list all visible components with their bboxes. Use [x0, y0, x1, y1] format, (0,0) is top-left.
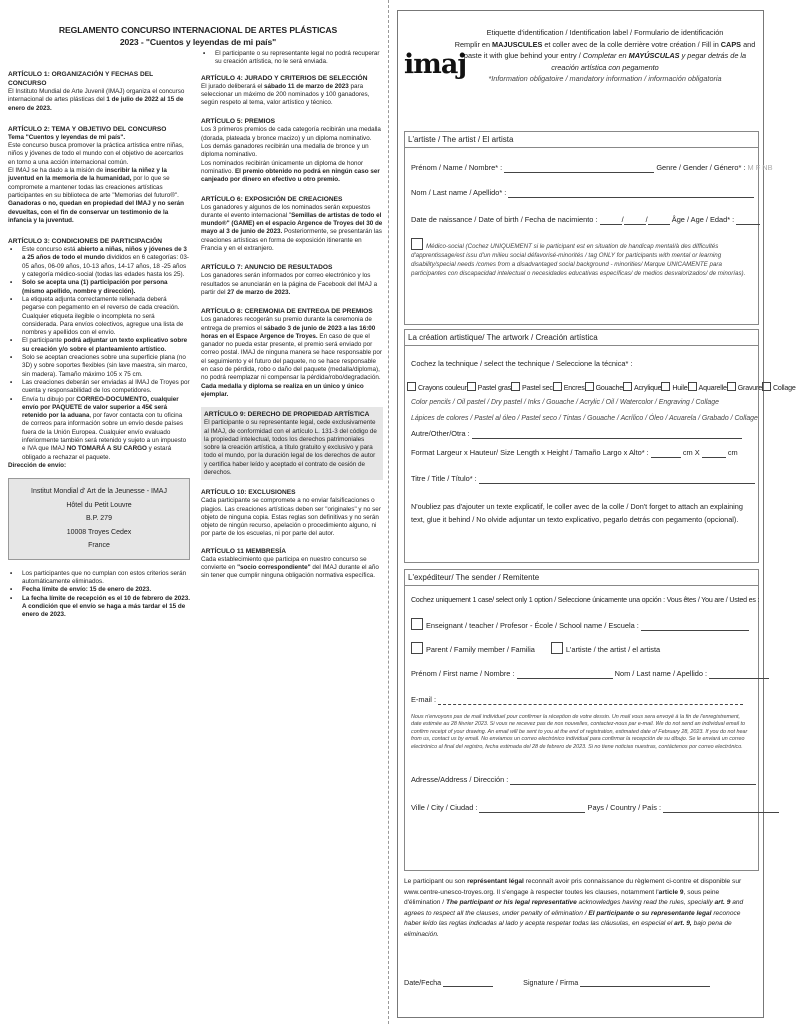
article-10	[201, 488, 383, 538]
technique-checkbox[interactable]	[661, 382, 670, 391]
article-3-heading: ARTÍCULO 3: CONDICIONES DE PARTICIPACIÓN	[8, 238, 162, 246]
identification-label	[397, 10, 796, 1018]
artwork-heading: La création artistique/ The artwork / Creación artística	[405, 330, 758, 346]
article-2-text2c: por lo que se compromete a mantener todas las creaciones artísticas participantes en su biblioteca de arte "Memorias del futuro®".	[8, 175, 179, 199]
address-line: Institut Mondial d' Art de la Jeunesse - IMAJ	[31, 488, 167, 496]
sender-first-name-field[interactable]	[517, 669, 613, 679]
technique-checkbox[interactable]	[553, 382, 562, 391]
artwork-box	[404, 329, 796, 563]
artist-last-name-row: Nom / Last name / Apellido* :	[411, 187, 751, 198]
bullet-elimination: • Los participantes que no cumplan con estos criterios serán automáticamente eliminados.	[8, 570, 190, 587]
age-field[interactable]	[736, 215, 760, 225]
technique-options: Crayons couleur Pastel gras Pastel sec Encres Gouache Acrylique Huile Aquarelle Gravure Collage	[407, 382, 747, 394]
artist-first-name-row: Prénom / Name / Nombre* : Genre / Gender / Género* : M F NB	[411, 163, 773, 172]
teacher-option: Enseignant / teacher / Profesor - École / School name / Escuela :	[411, 618, 751, 631]
bullet-age: • Este concurso está abierto a niñas, niños y jóvenes de 3 a 25 años de todo el mundo divididos en 6 categorías: 03-05 años, 06-09 años, 10-13 años, 14-17 años, 18 -25 años y categoría médico-social (todas las edades hasta los 25).	[8, 246, 190, 279]
article-3	[8, 237, 190, 619]
technique-checkbox[interactable]	[467, 382, 476, 391]
bullet-label: • La etiqueta adjunta correctamente rellenada deberá pegarse con pegamento en el reverso de cada creación. Cualquier etiqueta ilegible o incompleta no será considerada. Para envíos colectivos, agregue una lista de nombres y apellidos con el envío.	[8, 296, 190, 337]
other-technique-row: Autre/Other/Otra :	[411, 428, 751, 439]
technique-label: Cochez la technique / select the technique / Seleccione la técnica* :	[411, 359, 633, 368]
address-line: 10008 Troyes Cedex	[66, 528, 132, 536]
bullet-deadline: • Fecha límite de envío: 15 de enero de 2023.	[8, 586, 190, 594]
bullet-format: • Solo se aceptan creaciones sobre una superficie plana (no 3D) y sobre soportes flexibles (sin lave maestra, sin marco, sin madera). Tamaño máximo 105 x 75 cm.	[8, 354, 190, 379]
article-1-heading: ARTÍCULO 1: ORGANIZACIÓN Y FECHAS DEL CONCURSO	[8, 71, 154, 87]
artist-first-name-field[interactable]	[504, 163, 654, 173]
medical-social-option: Médico-social (Cochez UNIQUEMENT si le participant est en situation de handicap mental/à des difficultés d'apprentissage/est issu d'un milieu social défavorisé-minorités / tag ONLY for participants with mental or learning disability/special needs /comes from a disadvantaged social background - minorities/ Marque UNICAMENTE para participantes con discapacidad intelectual o necesidades educativas específicas/ de medios desvalorizados/ de minorías).	[411, 238, 749, 278]
article-4: ARTÍCULO 4: JURADO Y CRITERIOS DE SELECCIÓN El jurado deliberará el sábado 11 de marzo de 2023 para seleccionar un máximo de 200 nominados y 100 ganadores, según respeto al tema, valor artístico y técnico.	[201, 74, 383, 108]
sender-select-label: Cochez uniquement 1 case/ select only 1 option / Seleccione únicamente una opción : Vous êtes / You are / Usted es :	[411, 596, 760, 604]
label-header-mandatory: *Information obligatoire / mandatory information / información obligatoria	[488, 74, 722, 83]
technique-english: Color pencils / Oil pastel / Dry pastel / Inks / Gouache / Acrylic / Oil / Watercolor / Engraving / Collage	[411, 399, 719, 406]
fold-line	[388, 0, 389, 1024]
city-field[interactable]	[479, 803, 585, 813]
shipping-address	[8, 478, 190, 560]
article-2-text1: Este concurso busca promover la práctica artística entre niñas, niños y jóvenes de todo el mundo con el objetivo de acercarlos en torno a una acción internacional común.	[8, 142, 184, 166]
technique-spanish: Lápices de colores / Pastel al óleo / Pastel seco / Tintas / Gouache / Acrílico / Óleo / Acuarela / Grabado / Collage	[411, 415, 758, 422]
technique-checkbox[interactable]	[511, 382, 520, 391]
title-row: Titre / Title / Título* :	[411, 473, 751, 484]
article-2-theme: Tema "Cuentos y leyendas de mi país".	[8, 133, 126, 141]
address-line: B.P. 279	[86, 515, 112, 523]
article-9-heading: ARTÍCULO 9: DERECHO DE PROPIEDAD ARTÍSTICA	[204, 411, 370, 419]
email-note: Nous n'envoyons pas de mail individuel pour confirmer la réception de votre dessin. Un mail vous sera envoyé à la fin de l'enregistrement, date estimée au 28 février 2023. Si vous ne recevez pas de nos nouvelles, contactez-nous par e-mail. We do not send an individual email to confirm receipt of your drawing. An email will be sent to you at the end of registration, estimated date of February 28, 2023. If you do not hear from us, contact us by email. No enviamos un correo electrónico individual para confirmar la recepción de su dibujo. Se le enviará un correo electrónico al final del registro, fecha estimada del 28 de febrero de 2023. Si no tiene noticias nuestras, contáctenos por correo electrónico.	[411, 714, 748, 750]
dob-month-field[interactable]	[624, 215, 646, 225]
consent-text: Le participant ou son représentant légal reconnaît avoir pris connaissance du règlement ci-contre et disponible sur www.centre-unesco-troyes.org. Il s'engage à respecter toutes les clauses, notamment l'article 9, sous peine d'élimination / The participant or his legal representative acknowledges having read the rules, specially art. 9 and agrees to respect all the clauses, under penalty of elimination / El participante o su representante legal reconoce haber leído las reglas indicadas al lado y acepta respetar todas las cláusulas, en especial el art. 9, bajo pena de eliminación.	[404, 878, 744, 938]
rules-column-2	[201, 50, 383, 588]
technique-checkbox[interactable]	[623, 382, 632, 391]
article-2-heading: ARTÍCULO 2: TEMA Y OBJETIVO DEL CONCURSO	[8, 125, 167, 133]
article-6-heading: ARTÍCULO 6: EXPOSICIÓN DE CREACIONES	[201, 195, 343, 203]
bullet-no-return: • El participante o su representante legal no podrá recuperar su creación artística, no le será enviada.	[201, 50, 383, 67]
artist-heading: L'artiste / The artist / El artista	[405, 132, 758, 148]
rules-title-line1: REGLAMENTO CONCURSO INTERNACIONAL DE ARTES PLÁSTICAS	[58, 25, 338, 35]
height-field[interactable]	[702, 448, 726, 458]
artist-last-name-field[interactable]	[508, 188, 754, 198]
article-6: ARTÍCULO 6: EXPOSICIÓN DE CREACIONES Los ganadores y algunos de los nominados serán expuestos durante el evento internacional "Semillas de artistas de todo el mundo®" (GAME) en el espacio Argence de Troyes del 30 de mayo al 3 de junio de 2023. Posteriormente, se presentarán las creaciones artísticas en forma de exposición itinerante en Francia y en el extranjero.	[201, 195, 383, 253]
article-8: ARTÍCULO 8: CEREMONIA DE ENTREGA DE PREMIOS Los ganadores recogerán su premio durante la ceremonia de entrega de premios el sábado 3 de junio de 2023 a las 16:00 horas en el Espace Argence de Troyes. En caso de que el ganador no pueda estar presente, el premio será enviado por correo postal. IMAJ de ninguna manera se hace responsable por el seguimiento y el futuro del paquete, no se hace responsable en caso de pérdida, robo o daño del paquete (medalla/diploma), no podrá reemplazar ni compensar la pérdida/robo/degradación. Cada medalla y diploma se realiza en un único y único ejemplar.	[201, 308, 382, 398]
article-1-dates: 1 de julio de 2022 al 15 de enero de 2023.	[8, 96, 184, 112]
school-name-field[interactable]	[641, 621, 749, 631]
artist-box	[404, 131, 773, 325]
label-header-instructions: Remplir en MAJUSCULES et coller avec de la colle derrière votre création / Fill in CAPS and paste it with glue behind your entry / Completar en MAYÚSCULAS y pegar detrás de la creación artística con pegamento	[454, 39, 756, 72]
address-row: Adresse/Address / Dirección :	[411, 774, 751, 785]
rules-title-line2: 2023 - "Cuentos y leyendas de mi país"	[119, 37, 277, 47]
article-5-heading: ARTÍCULO 5: PREMIOS	[201, 118, 275, 126]
article-2	[8, 125, 190, 225]
article-11: ARTÍCULO 11 MEMBRESÍA Cada establecimiento que participa en nuestro concurso se convierte en "socio correspondiente" del IMAJ durante el año sin tener que cumplir ninguna obligación normativa específica.	[201, 547, 383, 581]
signature-field[interactable]	[580, 977, 710, 987]
article-7-heading: ARTÍCULO 7: ANUNCIO DE RESULTADOS	[201, 264, 333, 272]
technique-checkbox[interactable]	[585, 382, 594, 391]
artist-dob-row: Date de naissance / Date of birth / Fecha de nacimiento : / / Âge / Age / Edad* :	[411, 214, 751, 225]
article-5: ARTÍCULO 5: PREMIOS Los 3 primeros premios de cada categoría recibirán una medalla (dorada, plateada y bronce macizo) y un diploma nominativo. Los demás ganadores recibirán una medalla de bronce y un diploma nominativo. Los nominados recibirán únicamente un diploma de honor nominativo. El premio obtenido no podrá en ningún caso ser canjeado por dinero en efectivo u otro premio.	[201, 117, 383, 184]
imaj-logo: imaj	[404, 49, 467, 80]
article-2-text2b: inscribir la niñez y la juventud en la memoria de la humanidad,	[8, 167, 167, 183]
bullet-shipping-responsibility: • Las creaciones deberán ser enviadas al IMAJ de Troyes por cuenta y responsabilidad de los competidores.	[8, 379, 190, 396]
parent-checkbox[interactable]	[411, 642, 423, 654]
article-9-text: El participante o su representante legal, cede exclusivamente al IMAJ, de conformidad con el artículo L. 131-3 del código de la propiedad intelectual, todos los derechos patrimoniales sobre la creación artística, a título gratuito y exclusivo y para todo el mundo, por la duración legal de los derechos de autor y certifica haber leído y aceptado el contrato de cesión de derechos.	[204, 419, 377, 476]
article-10-heading: ARTÍCULO 10: EXCLUSIONES	[201, 489, 296, 497]
address-label: Dirección de envío:	[8, 461, 67, 469]
sender-heading: L'expéditeur/ The sender / Remitente	[405, 570, 758, 586]
sender-name-row: Prénom / First name / Nombre : Nom / Last name / Apellido :	[411, 668, 751, 679]
medical-social-checkbox[interactable]	[411, 238, 423, 250]
address-line: France	[88, 542, 110, 550]
artist-self-checkbox[interactable]	[551, 642, 563, 654]
technique-checkbox[interactable]	[762, 382, 771, 391]
article-10-text: Cada participante se compromete a no enviar falsificaciones o plagios. Las creaciones artísticas deben ser "originales" y no ser objeto de ninguna copia. Estas reglas son definitivas y no serán objeto de ningún recurso, apelación o procedimiento alguno, ni por parte de los escuelas, ni por parte del autor.	[201, 497, 381, 538]
label-header-title: Etiquette d'identification / Identification label / Formulario de identificación	[486, 28, 724, 37]
rules-column-1	[8, 70, 190, 626]
technique-checkbox[interactable]	[688, 382, 697, 391]
address-field[interactable]	[510, 775, 756, 785]
bullet-reception: • La fecha límite de recepción es el 10 de febrero de 2023. A condición que el envío se haga a más tardar el 15 de enero de 2023.	[8, 595, 190, 620]
width-field[interactable]	[651, 448, 681, 458]
country-field[interactable]	[663, 803, 779, 813]
dob-year-field[interactable]	[648, 215, 670, 225]
label-header	[452, 27, 758, 85]
teacher-checkbox[interactable]	[411, 618, 423, 630]
email-row: E-mail :	[411, 694, 751, 705]
article-2-text2a: El IMAJ se ha dado a la misión de	[8, 167, 105, 175]
technique-checkbox[interactable]	[407, 382, 416, 391]
other-technique-field[interactable]	[472, 429, 742, 439]
article-1	[8, 70, 190, 113]
article-9	[201, 407, 383, 480]
article-5-text1: Los 3 primeros premios de cada categoría recibirán una medalla (dorada, plateada y bronce macizo) y un diploma nominativo. Los demás ganadores recibirán una medalla de bronce y un diploma nominativo.	[201, 126, 381, 159]
date-signature-row: Date/Fecha Signature / Firma	[404, 977, 744, 987]
bullet-explanation: • El participante podrá adjuntar un texto explicativo sobre su creación y/o sobre el planteamiento artístico.	[8, 337, 190, 354]
explanation-note: N'oubliez pas d'ajouter un texte explicatif, le coller avec de la colle / Don't forget to attach an explaining text, glue it behind / No olvide adjuntar un texto explicativo, pegarlo detrás con pegamento (opcional).	[411, 502, 743, 524]
article-11-heading: ARTÍCULO 11 MEMBRESÍA	[201, 547, 286, 555]
city-country-row: Ville / City / Ciudad : Pays / Country / País :	[411, 802, 751, 813]
article-2-text2d: Ganadoras o no, quedan en propiedad del IMAJ y no serán devueltas, con el fin de conservar un testimonio de la infancia y la juventud.	[8, 200, 184, 224]
article-1-text: El Instituto Mundial de Arte Juvenil (IMAJ) organiza el concurso internacional de artes plásticas del	[8, 88, 185, 104]
parent-option: Parent / Family member / Familia L'artiste / the artist / el artista	[411, 642, 751, 655]
format-row: Format Largeur x Hauteur/ Size Length x Height / Tamaño Largo x Alto* : cm X cm	[411, 448, 738, 457]
date-field[interactable]	[443, 977, 493, 987]
article-4-heading: ARTÍCULO 4: JURADO Y CRITERIOS DE SELECCIÓN	[201, 74, 368, 82]
artwork-title-field[interactable]	[479, 474, 755, 484]
dob-day-field[interactable]	[600, 215, 622, 225]
rules-section	[8, 24, 388, 1014]
bullet-postal: • Envía tu dibujo por CORREO-DOCUMENTO, cualquier envío por PAQUETE de valor superior a 45€ será retenido por la aduana, por favor contacta con tu oficina de correos para información sobre un envío desde países fuera de la Unión Europea. Cualquier envío evaluado inferiormente también será retenido y sujeto a un impuesto e IVA que IMAJ NO TOMARÁ A SU CARGO y estará obligado a rechazar el paquete.	[8, 396, 190, 462]
address-line: Hôtel du Petit Louvre	[66, 501, 132, 509]
email-field[interactable]	[438, 695, 743, 705]
rules-title	[8, 24, 388, 48]
technique-checkbox[interactable]	[727, 382, 736, 391]
sender-last-name-field[interactable]	[709, 669, 769, 679]
article-8-heading: ARTÍCULO 8: CEREMONIA DE ENTREGA DE PREMIOS	[201, 308, 373, 316]
sender-box	[404, 569, 759, 871]
gender-options[interactable]: M F NB	[747, 163, 773, 172]
article-7: ARTÍCULO 7: ANUNCIO DE RESULTADOS Los ganadores serán informados por correo electrónico y los resultados se anunciarán en la página de Facebook del IMAJ a partir del 27 de marzo de 2023.	[201, 263, 383, 297]
bullet-one-entry: • Solo se acepta una (1) participación por persona (mismo apellido, nombre y dirección).	[8, 279, 190, 296]
